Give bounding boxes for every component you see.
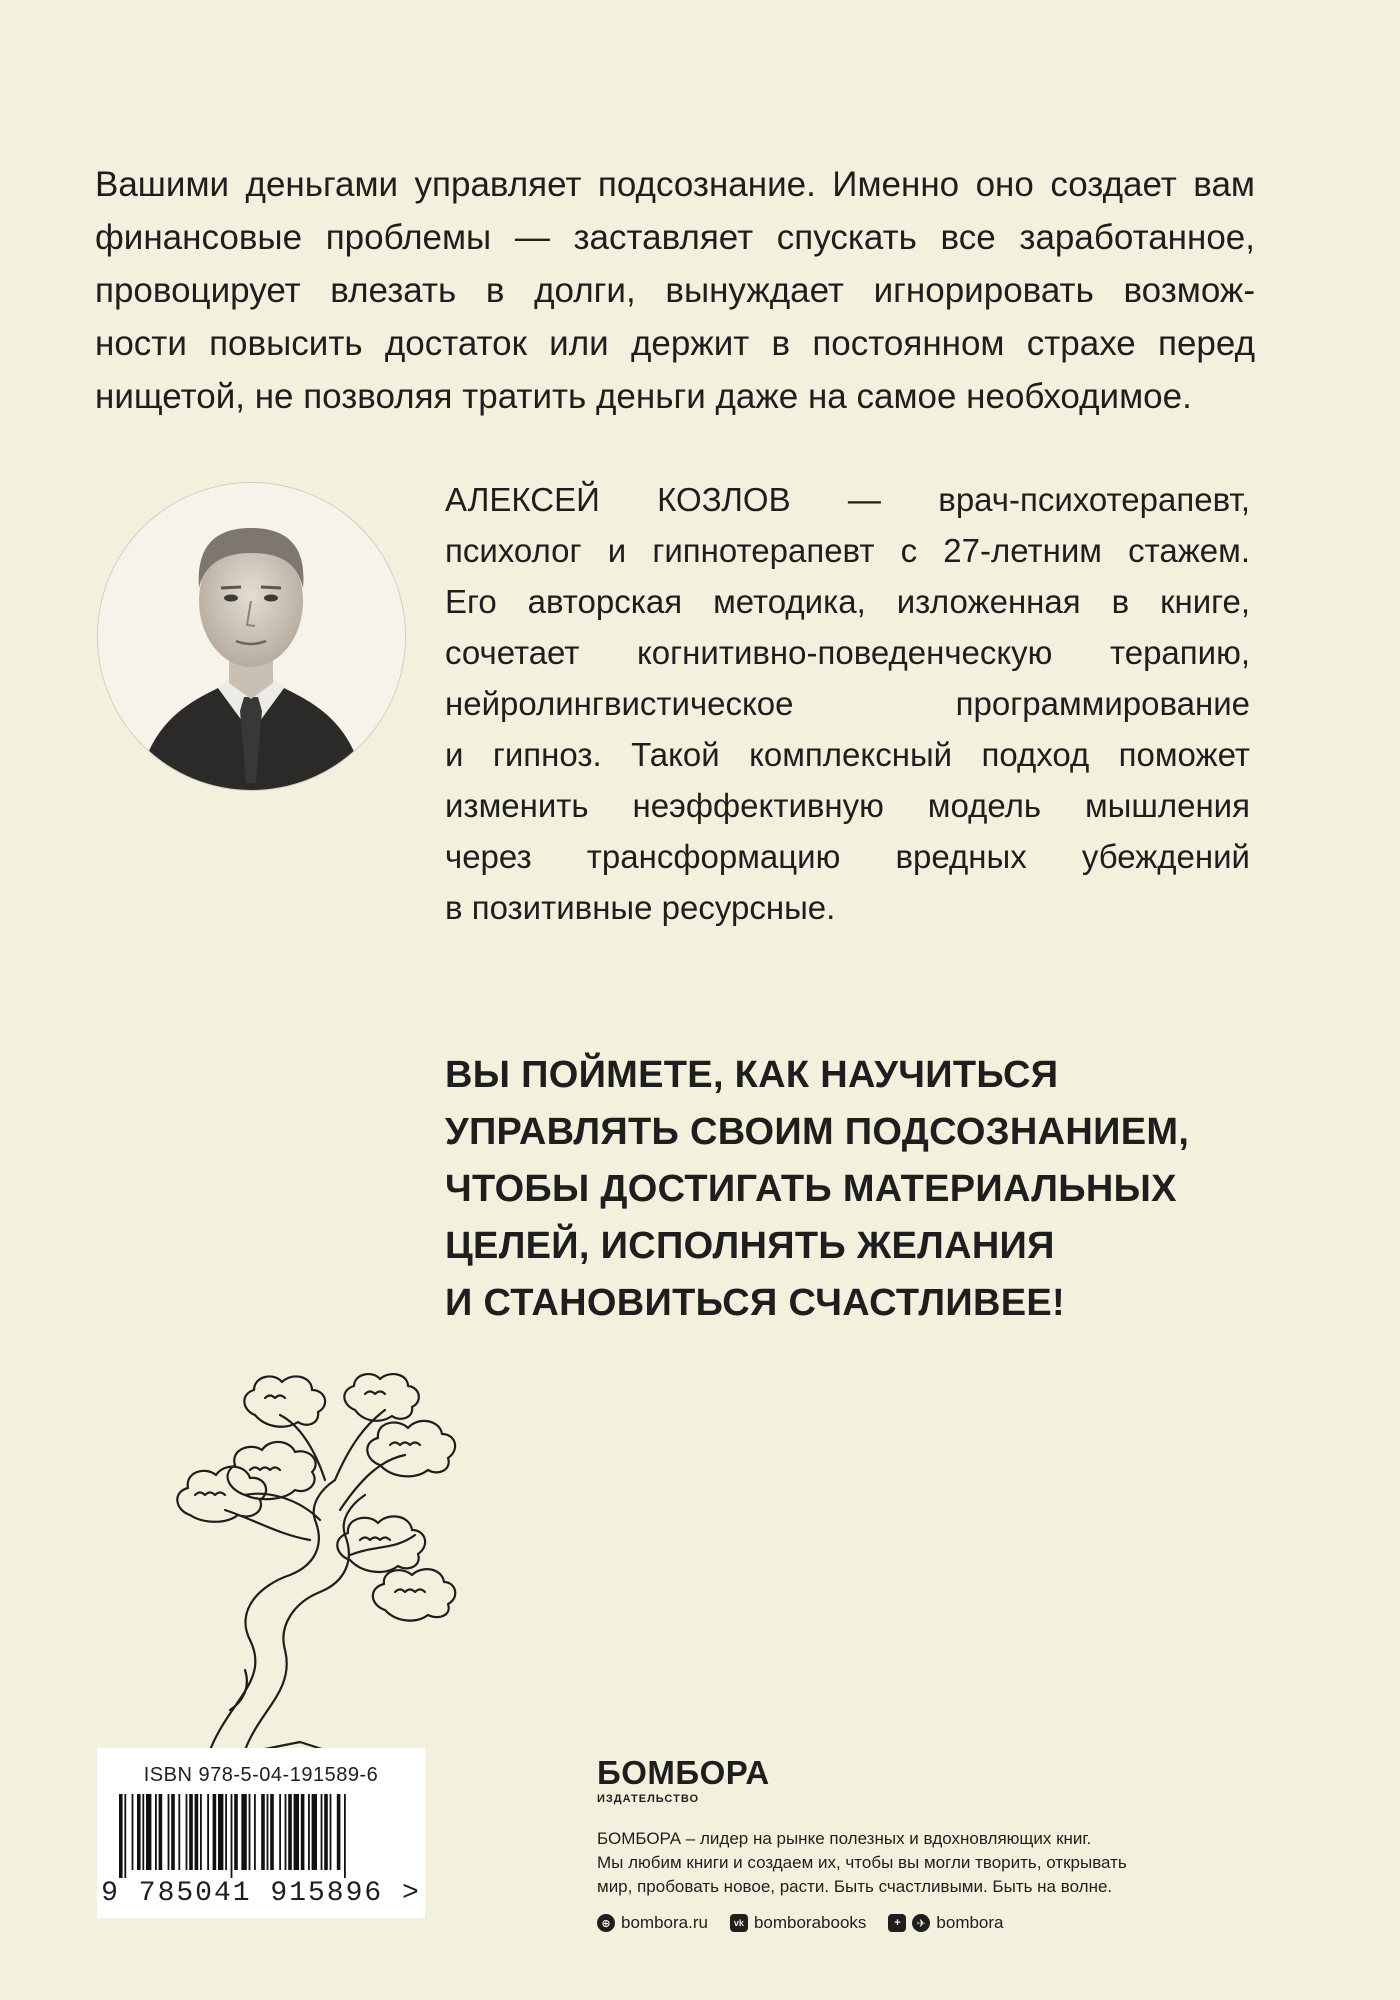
intro-line: ности повысить достаток или держит в постоянном страхе перед bbox=[95, 324, 1255, 363]
isbn-barcode-block bbox=[97, 1748, 425, 1918]
promise-line: И СТАНОВИТЬСЯ СЧАСТЛИВЕЕ! bbox=[445, 1282, 1065, 1324]
intro-paragraph bbox=[95, 158, 1255, 423]
author-portrait-drawing bbox=[98, 483, 405, 790]
barcode-bar bbox=[312, 1794, 317, 1870]
barcode-bar bbox=[213, 1794, 217, 1870]
barcode-bar bbox=[308, 1794, 310, 1870]
barcode-bar bbox=[171, 1794, 175, 1870]
barcode-bar bbox=[189, 1794, 193, 1870]
barcode-bar bbox=[241, 1794, 246, 1870]
publisher-description bbox=[597, 1827, 1257, 1899]
social-telegram-label: bombora bbox=[936, 1913, 1004, 1932]
barcode-bar bbox=[344, 1794, 346, 1878]
intro-line: провоцирует влезать в долги, вынуждает игнорировать возмож- bbox=[95, 271, 1255, 310]
barcode-bar bbox=[324, 1794, 328, 1870]
promise-line: ВЫ ПОЙМЕТЕ, КАК НАУЧИТЬСЯ bbox=[445, 1054, 1059, 1096]
barcode-bar bbox=[261, 1794, 265, 1870]
bio-line: в позитивные ресурсные. bbox=[445, 889, 836, 926]
barcode-bar bbox=[195, 1794, 199, 1870]
telegram-icon: ✈ bbox=[912, 1914, 930, 1932]
barcode-bar bbox=[337, 1794, 341, 1870]
bio-line: АЛЕКСЕЙ КОЗЛОВ — врач-психотерапевт, bbox=[445, 481, 1250, 518]
dzen-icon: + bbox=[888, 1914, 906, 1932]
barcode-bar bbox=[142, 1794, 144, 1870]
bio-line: через трансформацию вредных убеждений bbox=[445, 838, 1250, 875]
barcode-bar bbox=[168, 1794, 170, 1870]
barcode-bar bbox=[200, 1794, 202, 1870]
barcode-bar bbox=[279, 1794, 281, 1870]
barcode-bar bbox=[225, 1794, 227, 1870]
barcode-bar bbox=[231, 1794, 233, 1878]
barcode-bar bbox=[285, 1794, 287, 1870]
publisher-description-line: БОМБОРА – лидер на рынке полезных и вдохновляющих книг. bbox=[597, 1829, 1092, 1848]
barcode-bar bbox=[178, 1794, 180, 1870]
barcode-bars bbox=[119, 1794, 403, 1878]
barcode-bar bbox=[330, 1794, 332, 1870]
barcode-bar bbox=[132, 1794, 134, 1870]
bio-line: сочетает когнитивно-поведенческую терапию, bbox=[445, 634, 1250, 671]
barcode-bar bbox=[301, 1794, 305, 1870]
bio-line: и гипноз. Такой комплексный подход поможет bbox=[445, 736, 1250, 773]
intro-line: финансовые проблемы — заставляет спускать все заработанное, bbox=[95, 218, 1255, 257]
barcode-bar bbox=[159, 1794, 163, 1870]
publisher-socials bbox=[597, 1913, 1257, 1933]
social-vk[interactable] bbox=[730, 1913, 866, 1933]
vk-icon: vk bbox=[730, 1914, 748, 1932]
intro-line: Вашими деньгами управляет подсознание. Именно оно создает вам bbox=[95, 165, 1255, 204]
barcode-bar bbox=[137, 1794, 141, 1870]
barcode-bar bbox=[186, 1794, 188, 1870]
barcode-bar bbox=[288, 1794, 292, 1870]
barcode-bar bbox=[294, 1794, 299, 1870]
barcode-bar bbox=[249, 1794, 251, 1870]
social-website[interactable] bbox=[597, 1913, 708, 1933]
promise-line: ЧТОБЫ ДОСТИГАТЬ МАТЕРИАЛЬНЫХ bbox=[445, 1168, 1177, 1210]
social-website-label: bombora.ru bbox=[621, 1913, 708, 1932]
barcode-bar bbox=[321, 1794, 323, 1870]
bio-line: психолог и гипнотерапевт с 27-летним стажем. bbox=[445, 532, 1250, 569]
bonsai-tree-illustration bbox=[150, 1370, 470, 1750]
promise-line: УПРАВЛЯТЬ СВОИМ ПОДСОЗНАНИЕМ, bbox=[445, 1111, 1190, 1153]
publisher-block bbox=[597, 1755, 1257, 1933]
web-icon: ⊕ bbox=[597, 1914, 615, 1932]
barcode-bar bbox=[218, 1794, 223, 1870]
barcode-bar bbox=[254, 1794, 256, 1870]
social-telegram[interactable] bbox=[888, 1913, 1003, 1933]
barcode-bar bbox=[270, 1794, 274, 1870]
publisher-description-line: мир, пробовать новое, расти. Быть счастливыми. Быть на волне. bbox=[597, 1877, 1113, 1896]
publisher-logo-subtitle: ИЗДАТЕЛЬСТВО bbox=[597, 1793, 700, 1805]
publisher-description-line: Мы любим книги и создаем их, чтобы вы могли творить, открывать bbox=[597, 1853, 1127, 1872]
barcode-bar bbox=[267, 1794, 269, 1870]
intro-line: нищетой, не позволяя тратить деньги даже на самое необходимое. bbox=[95, 377, 1192, 416]
barcode-bar bbox=[119, 1794, 123, 1878]
promise-heading bbox=[445, 1047, 1265, 1332]
barcode-digits: 9 785041 915896 > bbox=[101, 1878, 421, 1909]
barcode-bar bbox=[146, 1794, 151, 1870]
barcode-bar bbox=[124, 1794, 126, 1878]
author-portrait bbox=[97, 482, 406, 791]
publisher-logo: БОМБОРА bbox=[597, 1754, 770, 1791]
author-bio bbox=[445, 474, 1250, 933]
social-vk-label: bomborabooks bbox=[753, 1913, 867, 1932]
bio-line: Его авторская методика, изложенная в книге, bbox=[445, 583, 1250, 620]
bio-line: изменить неэффективную модель мышления bbox=[445, 787, 1250, 824]
bio-line: нейролингвистическое программирование bbox=[445, 685, 1250, 722]
barcode-bar bbox=[207, 1794, 209, 1870]
isbn-number: ISBN 978-5-04-191589-6 bbox=[143, 1764, 379, 1786]
barcode-bar bbox=[155, 1794, 157, 1870]
barcode-bar bbox=[234, 1794, 238, 1870]
promise-line: ЦЕЛЕЙ, ИСПОЛНЯТЬ ЖЕЛАНИЯ bbox=[445, 1225, 1055, 1267]
